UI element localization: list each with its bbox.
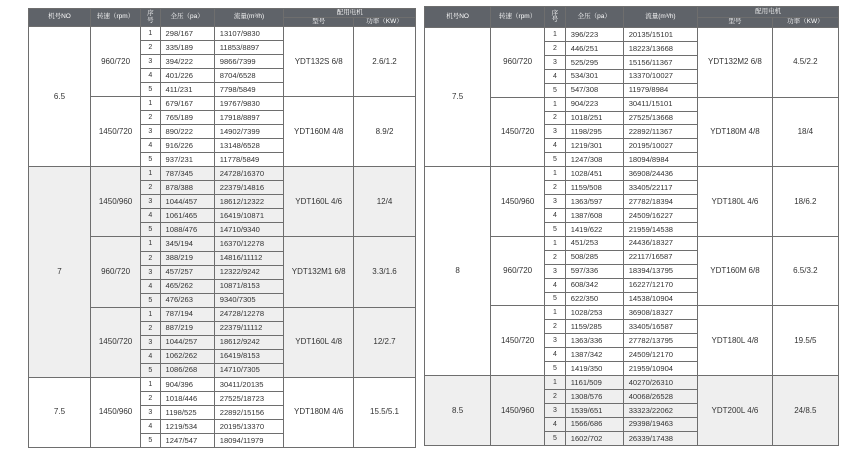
seq-cell: 4 bbox=[141, 209, 160, 223]
speed-cell: 960/720 bbox=[90, 27, 140, 97]
right-spec-table bbox=[424, 6, 839, 446]
pressure-cell: 1044/257 bbox=[160, 335, 214, 349]
model-no-cell: 7 bbox=[29, 167, 91, 377]
seq-cell: 4 bbox=[545, 417, 566, 431]
seq-cell: 3 bbox=[141, 265, 160, 279]
seq-cell: 3 bbox=[141, 195, 160, 209]
flow-cell: 13370/10027 bbox=[623, 69, 698, 83]
flow-cell: 24728/16370 bbox=[214, 167, 284, 181]
speed-cell: 1450/960 bbox=[90, 167, 140, 237]
header-model-no: 机号NO bbox=[29, 9, 91, 27]
pressure-cell: 1198/525 bbox=[160, 405, 214, 419]
flow-cell: 36908/18327 bbox=[623, 306, 698, 320]
flow-cell: 29398/19463 bbox=[623, 417, 698, 431]
speed-cell: 1450/720 bbox=[90, 97, 140, 167]
pressure-cell: 1086/268 bbox=[160, 363, 214, 377]
seq-cell: 4 bbox=[141, 69, 160, 83]
seq-cell: 2 bbox=[545, 250, 566, 264]
pressure-cell: 1198/295 bbox=[565, 125, 623, 139]
flow-cell: 11778/5849 bbox=[214, 153, 284, 167]
seq-cell: 2 bbox=[545, 320, 566, 334]
flow-cell: 18394/13795 bbox=[623, 264, 698, 278]
flow-cell: 26339/17438 bbox=[623, 431, 698, 445]
model-no-cell: 7.5 bbox=[29, 377, 91, 447]
flow-cell: 18223/13668 bbox=[623, 41, 698, 55]
right-spec-sheet bbox=[424, 6, 839, 446]
pressure-cell: 1219/534 bbox=[160, 419, 214, 433]
motor-model-cell: YDT180M 4/6 bbox=[284, 377, 354, 447]
pressure-cell: 878/388 bbox=[160, 181, 214, 195]
flow-cell: 27782/18394 bbox=[623, 195, 698, 209]
seq-cell: 3 bbox=[545, 403, 566, 417]
flow-cell: 18094/8984 bbox=[623, 153, 698, 167]
pressure-cell: 1088/476 bbox=[160, 223, 214, 237]
flow-cell: 20195/13370 bbox=[214, 419, 284, 433]
header-motor-group: 配用电机 bbox=[698, 7, 839, 18]
seq-cell: 4 bbox=[545, 208, 566, 222]
pressure-cell: 887/219 bbox=[160, 321, 214, 335]
speed-cell: 1450/960 bbox=[90, 377, 140, 447]
seq-cell: 1 bbox=[141, 27, 160, 41]
right-table-body bbox=[425, 28, 839, 446]
power-cell: 12/4 bbox=[354, 167, 416, 237]
power-cell: 6.5/3.2 bbox=[772, 236, 838, 306]
seq-cell: 2 bbox=[545, 111, 566, 125]
seq-cell: 5 bbox=[141, 153, 160, 167]
flow-cell: 18612/12322 bbox=[214, 195, 284, 209]
pressure-cell: 1161/509 bbox=[565, 376, 623, 390]
table-row bbox=[425, 376, 839, 390]
speed-cell: 960/720 bbox=[491, 236, 545, 306]
pressure-cell: 345/194 bbox=[160, 237, 214, 251]
seq-cell: 2 bbox=[141, 181, 160, 195]
flow-cell: 33405/16587 bbox=[623, 320, 698, 334]
flow-cell: 9340/7305 bbox=[214, 293, 284, 307]
table-row bbox=[425, 167, 839, 181]
header-speed: 转速（rpm） bbox=[90, 9, 140, 27]
flow-cell: 40270/26310 bbox=[623, 376, 698, 390]
motor-model-cell: YDT132S 6/8 bbox=[284, 27, 354, 97]
seq-cell: 3 bbox=[545, 125, 566, 139]
pressure-cell: 1387/342 bbox=[565, 348, 623, 362]
seq-cell: 5 bbox=[141, 83, 160, 97]
motor-model-cell: YDT132M2 6/8 bbox=[698, 28, 773, 98]
pressure-cell: 1061/465 bbox=[160, 209, 214, 223]
seq-cell: 5 bbox=[545, 431, 566, 445]
flow-cell: 27782/13795 bbox=[623, 334, 698, 348]
seq-cell: 2 bbox=[545, 181, 566, 195]
flow-cell: 22892/15156 bbox=[214, 405, 284, 419]
pressure-cell: 1018/446 bbox=[160, 391, 214, 405]
header-model-no: 机号NO bbox=[425, 7, 491, 28]
flow-cell: 20195/10027 bbox=[623, 139, 698, 153]
model-no-cell: 6.5 bbox=[29, 27, 91, 167]
seq-cell: 2 bbox=[141, 111, 160, 125]
seq-cell: 4 bbox=[545, 139, 566, 153]
pressure-cell: 335/189 bbox=[160, 41, 214, 55]
seq-cell: 3 bbox=[545, 195, 566, 209]
pressure-cell: 1419/622 bbox=[565, 222, 623, 236]
flow-cell: 24509/12170 bbox=[623, 348, 698, 362]
header-flow: 流量(m³/h) bbox=[214, 9, 284, 27]
seq-cell: 5 bbox=[545, 222, 566, 236]
power-cell: 15.5/5.1 bbox=[354, 377, 416, 447]
seq-cell: 3 bbox=[141, 125, 160, 139]
flow-cell: 22892/11367 bbox=[623, 125, 698, 139]
pressure-cell: 608/342 bbox=[565, 278, 623, 292]
seq-cell: 2 bbox=[545, 41, 566, 55]
power-cell: 18/6.2 bbox=[772, 167, 838, 237]
table-row bbox=[29, 27, 416, 41]
seq-cell: 1 bbox=[545, 236, 566, 250]
flow-cell: 12322/9242 bbox=[214, 265, 284, 279]
pressure-cell: 1363/336 bbox=[565, 334, 623, 348]
model-no-cell: 8.5 bbox=[425, 376, 491, 446]
pressure-cell: 411/231 bbox=[160, 83, 214, 97]
pressure-cell: 1247/308 bbox=[565, 153, 623, 167]
motor-model-cell: YDT160M 6/8 bbox=[698, 236, 773, 306]
seq-cell: 1 bbox=[545, 167, 566, 181]
header-motor-model: 型号 bbox=[284, 18, 354, 27]
pressure-cell: 1159/508 bbox=[565, 181, 623, 195]
flow-cell: 16227/12170 bbox=[623, 278, 698, 292]
flow-cell: 24509/16227 bbox=[623, 208, 698, 222]
table-row bbox=[29, 377, 416, 391]
seq-cell: 3 bbox=[545, 55, 566, 69]
pressure-cell: 787/345 bbox=[160, 167, 214, 181]
flow-cell: 10871/8153 bbox=[214, 279, 284, 293]
power-cell: 24/8.5 bbox=[772, 376, 838, 446]
flow-cell: 16370/12278 bbox=[214, 237, 284, 251]
header-motor-group: 配用电机 bbox=[284, 9, 416, 18]
seq-cell: 4 bbox=[545, 278, 566, 292]
pressure-cell: 1219/301 bbox=[565, 139, 623, 153]
pressure-cell: 396/223 bbox=[565, 28, 623, 42]
header-pressure: 全压（pa） bbox=[565, 7, 623, 28]
header-speed: 转速（rpm） bbox=[491, 7, 545, 28]
flow-cell: 14710/7305 bbox=[214, 363, 284, 377]
seq-cell: 5 bbox=[545, 83, 566, 97]
flow-cell: 24728/12278 bbox=[214, 307, 284, 321]
flow-cell: 14816/11112 bbox=[214, 251, 284, 265]
header-seq: 序 号 bbox=[545, 7, 566, 28]
power-cell: 8.9/2 bbox=[354, 97, 416, 167]
table-row bbox=[29, 167, 416, 181]
flow-cell: 21959/10904 bbox=[623, 362, 698, 376]
seq-cell: 3 bbox=[545, 334, 566, 348]
flow-cell: 30411/15101 bbox=[623, 97, 698, 111]
pressure-cell: 465/262 bbox=[160, 279, 214, 293]
flow-cell: 17918/8897 bbox=[214, 111, 284, 125]
seq-cell: 1 bbox=[545, 28, 566, 42]
seq-cell: 1 bbox=[141, 237, 160, 251]
pressure-cell: 394/222 bbox=[160, 55, 214, 69]
pressure-cell: 525/295 bbox=[565, 55, 623, 69]
flow-cell: 18094/11979 bbox=[214, 433, 284, 447]
power-cell: 2.6/1.2 bbox=[354, 27, 416, 97]
header-power: 功率（KW） bbox=[772, 18, 838, 28]
pressure-cell: 1028/253 bbox=[565, 306, 623, 320]
pressure-cell: 1363/597 bbox=[565, 195, 623, 209]
pressure-cell: 916/226 bbox=[160, 139, 214, 153]
pressure-cell: 904/223 bbox=[565, 97, 623, 111]
flow-cell: 21959/14538 bbox=[623, 222, 698, 236]
flow-cell: 9866/7399 bbox=[214, 55, 284, 69]
pressure-cell: 1018/251 bbox=[565, 111, 623, 125]
flow-cell: 14538/10904 bbox=[623, 292, 698, 306]
seq-cell: 3 bbox=[141, 55, 160, 69]
seq-cell: 4 bbox=[141, 139, 160, 153]
seq-cell: 4 bbox=[141, 279, 160, 293]
seq-cell: 5 bbox=[141, 363, 160, 377]
flow-cell: 20135/15101 bbox=[623, 28, 698, 42]
table-row bbox=[425, 28, 839, 42]
flow-cell: 16419/8153 bbox=[214, 349, 284, 363]
pressure-cell: 787/194 bbox=[160, 307, 214, 321]
left-table-body bbox=[29, 27, 416, 448]
pressure-cell: 1308/576 bbox=[565, 389, 623, 403]
motor-model-cell: YDT132M1 6/8 bbox=[284, 237, 354, 307]
pressure-cell: 401/226 bbox=[160, 69, 214, 83]
pressure-cell: 1247/547 bbox=[160, 433, 214, 447]
flow-cell: 33405/22117 bbox=[623, 181, 698, 195]
flow-cell: 7798/5849 bbox=[214, 83, 284, 97]
pressure-cell: 904/396 bbox=[160, 377, 214, 391]
header-pressure: 全压（pa） bbox=[160, 9, 214, 27]
power-cell: 4.5/2.2 bbox=[772, 28, 838, 98]
pressure-cell: 1044/457 bbox=[160, 195, 214, 209]
model-no-cell: 8 bbox=[425, 167, 491, 376]
header-flow: 流量(m³/h) bbox=[623, 7, 698, 28]
pressure-cell: 622/350 bbox=[565, 292, 623, 306]
flow-cell: 27525/18723 bbox=[214, 391, 284, 405]
flow-cell: 15156/11367 bbox=[623, 55, 698, 69]
header-motor-model: 型号 bbox=[698, 18, 773, 28]
flow-cell: 19767/9830 bbox=[214, 97, 284, 111]
flow-cell: 30411/20135 bbox=[214, 377, 284, 391]
pressure-cell: 1539/651 bbox=[565, 403, 623, 417]
seq-cell: 2 bbox=[545, 389, 566, 403]
pressure-cell: 597/336 bbox=[565, 264, 623, 278]
pressure-cell: 1062/262 bbox=[160, 349, 214, 363]
seq-cell: 5 bbox=[141, 223, 160, 237]
flow-cell: 13107/9830 bbox=[214, 27, 284, 41]
seq-cell: 1 bbox=[545, 97, 566, 111]
pressure-cell: 1602/702 bbox=[565, 431, 623, 445]
power-cell: 19.5/5 bbox=[772, 306, 838, 376]
flow-cell: 11979/8984 bbox=[623, 83, 698, 97]
pressure-cell: 446/251 bbox=[565, 41, 623, 55]
header-power: 功率（KW） bbox=[354, 18, 416, 27]
pressure-cell: 937/231 bbox=[160, 153, 214, 167]
pressure-cell: 1387/608 bbox=[565, 208, 623, 222]
speed-cell: 1450/960 bbox=[491, 167, 545, 237]
flow-cell: 8704/6528 bbox=[214, 69, 284, 83]
pressure-cell: 1028/451 bbox=[565, 167, 623, 181]
seq-cell: 2 bbox=[141, 41, 160, 55]
speed-cell: 1450/720 bbox=[491, 306, 545, 376]
flow-cell: 22379/14816 bbox=[214, 181, 284, 195]
motor-model-cell: YDT180M 4/8 bbox=[698, 97, 773, 167]
seq-cell: 3 bbox=[141, 405, 160, 419]
motor-model-cell: YDT160L 4/6 bbox=[284, 167, 354, 237]
power-cell: 3.3/1.6 bbox=[354, 237, 416, 307]
seq-cell: 3 bbox=[141, 335, 160, 349]
pressure-cell: 388/219 bbox=[160, 251, 214, 265]
flow-cell: 27525/13668 bbox=[623, 111, 698, 125]
seq-cell: 5 bbox=[545, 292, 566, 306]
pressure-cell: 1566/686 bbox=[565, 417, 623, 431]
seq-cell: 5 bbox=[141, 293, 160, 307]
header-seq: 序 号 bbox=[141, 9, 160, 27]
pressure-cell: 1159/285 bbox=[565, 320, 623, 334]
seq-cell: 1 bbox=[141, 97, 160, 111]
motor-model-cell: YDT200L 4/6 bbox=[698, 376, 773, 446]
flow-cell: 11853/8897 bbox=[214, 41, 284, 55]
seq-cell: 2 bbox=[141, 251, 160, 265]
seq-cell: 4 bbox=[141, 349, 160, 363]
left-spec-table bbox=[28, 8, 416, 448]
seq-cell: 3 bbox=[545, 264, 566, 278]
seq-cell: 4 bbox=[141, 419, 160, 433]
flow-cell: 14710/9340 bbox=[214, 223, 284, 237]
seq-cell: 1 bbox=[545, 376, 566, 390]
seq-cell: 5 bbox=[545, 362, 566, 376]
speed-cell: 1450/720 bbox=[491, 97, 545, 167]
motor-model-cell: YDT180L 4/6 bbox=[698, 167, 773, 237]
pressure-cell: 451/253 bbox=[565, 236, 623, 250]
pressure-cell: 765/189 bbox=[160, 111, 214, 125]
seq-cell: 4 bbox=[545, 348, 566, 362]
flow-cell: 16419/10871 bbox=[214, 209, 284, 223]
speed-cell: 960/720 bbox=[491, 28, 545, 98]
flow-cell: 22379/11112 bbox=[214, 321, 284, 335]
motor-model-cell: YDT160L 4/8 bbox=[284, 307, 354, 377]
flow-cell: 18612/9242 bbox=[214, 335, 284, 349]
pressure-cell: 890/222 bbox=[160, 125, 214, 139]
pressure-cell: 298/167 bbox=[160, 27, 214, 41]
seq-cell: 1 bbox=[141, 167, 160, 181]
flow-cell: 40068/26528 bbox=[623, 389, 698, 403]
flow-cell: 22117/16587 bbox=[623, 250, 698, 264]
flow-cell: 36908/24436 bbox=[623, 167, 698, 181]
seq-cell: 1 bbox=[141, 307, 160, 321]
pressure-cell: 1419/350 bbox=[565, 362, 623, 376]
seq-cell: 2 bbox=[141, 391, 160, 405]
pressure-cell: 457/257 bbox=[160, 265, 214, 279]
seq-cell: 2 bbox=[141, 321, 160, 335]
flow-cell: 13148/6528 bbox=[214, 139, 284, 153]
seq-cell: 1 bbox=[545, 306, 566, 320]
pressure-cell: 547/308 bbox=[565, 83, 623, 97]
seq-cell: 5 bbox=[141, 433, 160, 447]
power-cell: 12/2.7 bbox=[354, 307, 416, 377]
motor-model-cell: YDT160M 4/8 bbox=[284, 97, 354, 167]
seq-cell: 4 bbox=[545, 69, 566, 83]
speed-cell: 1450/960 bbox=[491, 376, 545, 446]
motor-model-cell: YDT180L 4/8 bbox=[698, 306, 773, 376]
flow-cell: 33323/22062 bbox=[623, 403, 698, 417]
model-no-cell: 7.5 bbox=[425, 28, 491, 167]
seq-cell: 5 bbox=[545, 153, 566, 167]
speed-cell: 960/720 bbox=[90, 237, 140, 307]
pressure-cell: 679/167 bbox=[160, 97, 214, 111]
power-cell: 18/4 bbox=[772, 97, 838, 167]
pressure-cell: 476/263 bbox=[160, 293, 214, 307]
speed-cell: 1450/720 bbox=[90, 307, 140, 377]
seq-cell: 1 bbox=[141, 377, 160, 391]
flow-cell: 24436/18327 bbox=[623, 236, 698, 250]
flow-cell: 14902/7399 bbox=[214, 125, 284, 139]
left-spec-sheet bbox=[28, 8, 416, 448]
pressure-cell: 534/301 bbox=[565, 69, 623, 83]
pressure-cell: 508/285 bbox=[565, 250, 623, 264]
